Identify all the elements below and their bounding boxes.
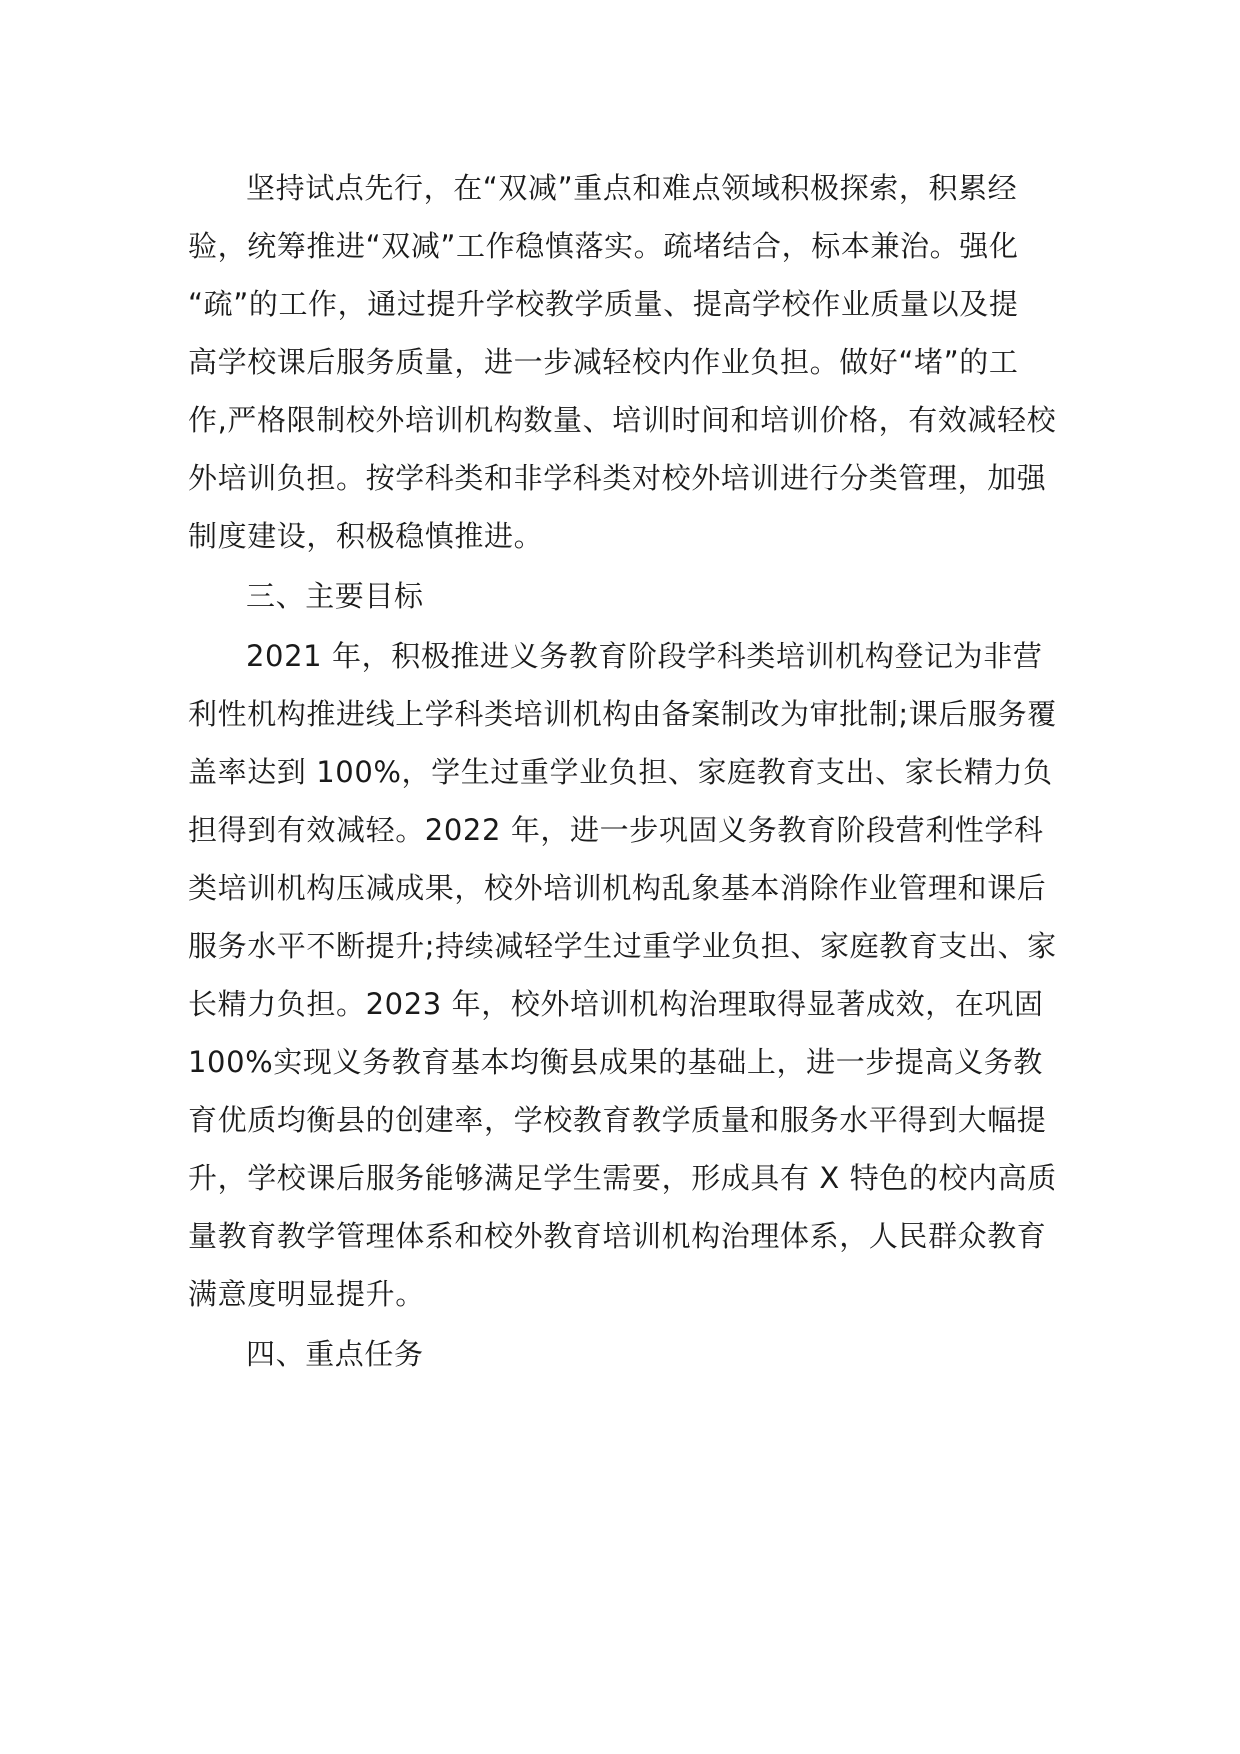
paragraph-line: 担得到有效减轻。2022 年，进一步巩固义务教育阶段营利性学科: [188, 813, 1044, 847]
paragraph-line: 坚持试点先行，在“双减”重点和难点领域积极探索，积累经: [246, 171, 1018, 205]
paragraph-line: 育优质均衡县的创建率，学校教育教学质量和服务水平得到大幅提: [188, 1103, 1047, 1137]
paragraph-line: 长精力负担。2023 年，校外培训机构治理取得显著成效，在巩固: [188, 987, 1044, 1021]
paragraph-line: 升，学校课后服务能够满足学生需要，形成具有 X 特色的校内高质: [188, 1161, 1057, 1195]
paragraph-line: 服务水平不断提升;持续减轻学生过重学业负担、家庭教育支出、家: [188, 929, 1057, 963]
section-heading-key-tasks: 四、重点任务: [246, 1337, 424, 1371]
paragraph-line: 盖率达到 100%，学生过重学业负担、家庭教育支出、家长精力负: [188, 755, 1053, 789]
paragraph-line: “疏”的工作，通过提升学校教学质量、提高学校作业质量以及提: [188, 287, 1019, 321]
paragraph-line: 2021 年，积极推进义务教育阶段学科类培训机构登记为非营: [246, 639, 1043, 673]
paragraph-line: 利性机构推进线上学科类培训机构由备案制改为审批制;课后服务覆: [188, 697, 1057, 731]
paragraph-line: 作,严格限制校外培训机构数量、培训时间和培训价格，有效减轻校: [188, 403, 1057, 437]
paragraph-line: 验，统筹推进“双减”工作稳慎落实。疏堵结合，标本兼治。强化: [188, 229, 1019, 263]
paragraph-line: 量教育教学管理体系和校外教育培训机构治理体系，人民群众教育: [188, 1219, 1047, 1253]
section-heading-main-goals: 三、主要目标: [246, 579, 424, 613]
paragraph-line: 制度建设，积极稳慎推进。: [188, 519, 544, 553]
paragraph-line: 满意度明显提升。: [188, 1277, 425, 1311]
paragraph-line: 类培训机构压减成果，校外培训机构乱象基本消除作业管理和课后: [188, 871, 1047, 905]
paragraph-line: 高学校课后服务质量，进一步减轻校内作业负担。做好“堵”的工: [188, 345, 1019, 379]
paragraph-line: 100%实现义务教育基本均衡县成果的基础上，进一步提高义务教: [188, 1045, 1043, 1079]
paragraph-line: 外培训负担。按学科类和非学科类对校外培训进行分类管理，加强: [188, 461, 1047, 495]
